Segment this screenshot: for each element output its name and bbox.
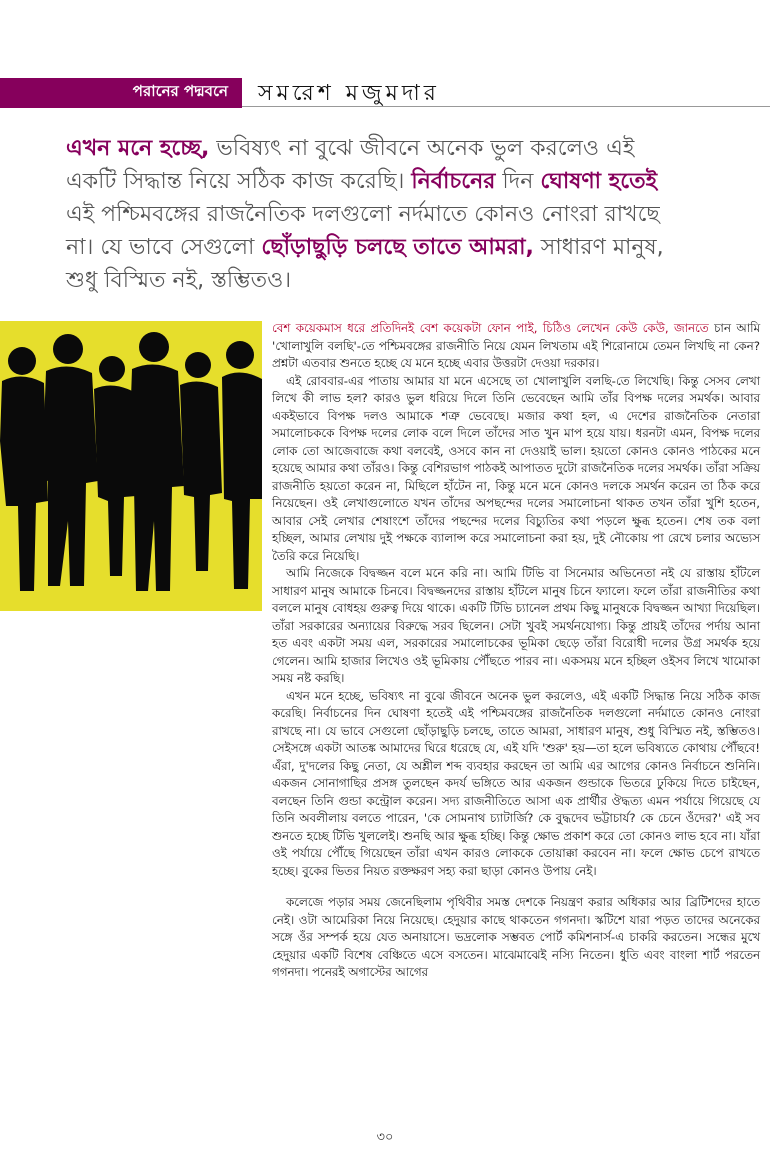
article-text: চান আমি 'খোলাখুলি বলছি'-তে পশ্চিমবঙ্গের রাজনীতি নিয়ে যেমন লিখতাম এই শিরোনামে তেমন লিখছি না কেন? প্রশ্নটা এতবার শুনতে হচ্ছে যে মনে হচ্ছে এবার উত্তরটা দেওয়া দরকার। bbox=[272, 321, 761, 370]
article-body bbox=[272, 320, 760, 982]
article-paragraph: এই রোববার-এর পাতায় আমার যা মনে এসেছে তা খোলাখুলি বলছি-তে লিখেছি। কিন্তু সেসব লেখা লিখে কী লাভ হল? কারও ভুল ধরিয়ে দিলে তিনি ভেবেছেন আমি তাঁর বিপক্ষ দলের সমর্থক। আবার একইভাবে বিপক্ষ দলও আমাকে শত্রু ভেবেছে। মজার কথা হল, এ দেশের রাজনৈতিক নেতারা সমালোচককে বিপক্ষ দলের লোক বলে দিলে তাঁদের সাত খুন মাপ হয়ে যায়। ধরনটা এমন, বিপক্ষ দলের লোক তো আজেবাজে কথা বলবেই, ওসবে কান না দেওয়াই ভাল। হয়তো কোনও কোনও পাঠকের মনে হয়েছে আমার কথা তাঁরও। কিন্তু বেশিরভাগ পাঠকই আপাতত দুটো রাজনৈতিক দলের সমর্থক। তাঁরা সক্রিয় রাজনীতি হয়তো করেন না, মিছিলে হাঁটেন না, কিন্তু মনে মনে কোনও দলকে সমর্থন করেন তা ঠিক করে নিয়েছেন। ওই লেখাগুলোতে যখন তাঁদের অপছন্দের দলের সমালোচনা থাকত তখন তাঁরা খুশি হতেন, আবার সেই লেখার শেষাংশে তাঁদের পছন্দের দলের বিচ্যুতির কথা পড়লে ক্ষুব্ধ হতেন। শেষ তক বলা হচ্ছিল, আমার লেখায় দুই পক্ষকে ব্যালান্স করে সমালোচনা করা হয়, দুই নৌকোয় পা রেখে চলার অভ্যেস তৈরি করে নিয়েছি। bbox=[272, 373, 760, 563]
pull-quote-highlight: নির্বাচনের bbox=[411, 169, 496, 194]
article-lead: বেশ কয়েকমাস ধরে প্রতিদিনই বেশ কয়েকটা ফোন পাই, চিঠিও লেখেন কেউ কেউ, জানতে bbox=[272, 321, 709, 335]
crowd-silhouette-photo bbox=[0, 321, 262, 611]
pull-quote-text: এই পশ্চিমবঙ্গের রাজনৈতিক দলগুলো নর্দমাতে কোনও নোংরা রাখছে না। যে ভাবে সেগুলো bbox=[66, 202, 660, 260]
page-number: ৩০ bbox=[376, 1130, 394, 1145]
pull-quote-text: ভবিষ্যৎ না বুঝে জীবনে অনেক ভুল করলেও এই একটি সিদ্ধান্ত নিয়ে সঠিক কাজ করেছি। bbox=[66, 136, 635, 194]
section-banner bbox=[0, 78, 242, 108]
pull-quote-highlight: এখন মনে হচ্ছে, bbox=[66, 136, 210, 161]
pull-quote-highlight: ঘোষণা হতেই bbox=[540, 169, 658, 194]
article-paragraph: এখন মনে হচ্ছে, ভবিষ্যৎ না বুঝে জীবনে অনেক ভুল করলেও, এই একটি সিদ্ধান্ত নিয়ে সঠিক কাজ করেছি। নির্বাচনের দিন ঘোষণা হতেই এই পশ্চিমবঙ্গের রাজনৈতিক দলগুলো নর্দমাতে কোনও নোংরা রাখছে না। যে ভাবে সেগুলো ছোঁড়াছুড়ি চলছে, তাতে আমরা, সাধারণ মানুষ, শুধু বিস্মিত নই, স্তম্ভিতও। সেইসঙ্গে একটা আতঙ্ক আমাদের ঘিরে ধরেছে যে, এই যদি 'শুরু' হয়—তা হলে ভবিষ্যতে কোথায় পৌঁছবে! এঁরা, দু'দলের কিছু নেতা, যে অশ্লীল শব্দ ব্যবহার করছেন তা আমি এর আগের কোনও নির্বাচনে শুনিনি। একজন সোনাগাছির প্রসঙ্গ তুলছেন কদর্য ভঙ্গিতে আর একজন গুন্ডাকে ভিতরে ঢুকিয়ে দিতে চাইছেন, বলছেন তিনি গুন্ডা কন্ট্রোল করেন। সদ্য রাজনীতিতে আসা এক প্রার্থীর ঔদ্ধত্য এমন পর্যায়ে গিয়েছে যে তিনি অবলীলায় বলতে পারেন, 'কে সোমনাথ চ্যাটার্জি? কে বুদ্ধদেব ভট্টাচার্য? কে চেনে ওঁদের?' এই সব শুনতে হচ্ছে টিভি খুললেই। শুনছি আর ক্ষুব্ধ হচ্ছি। কিন্তু ক্ষোভ প্রকাশ করে তো কোনও লাভ হবে না। যাঁরা ওই পর্যায়ে পৌঁছে গিয়েছেন তাঁরা এখন কারও লোককে তোয়াক্কা করবেন না। ফলে ক্ষোভ চেপে রাখতে হচ্ছে। বুকের ভিতর নিয়ত রক্তক্ষরণ সহ্য করা ছাড়া কোনও উপায় নেই। bbox=[272, 688, 760, 878]
pull-quote-text: দিন bbox=[495, 169, 541, 194]
author-name: সমরেশ মজুমদার bbox=[258, 81, 440, 106]
article-paragraph: আমি নিজেকে বিদ্বজ্জন বলে মনে করি না। আমি টিভি বা সিনেমার অভিনেতা নই যে রাস্তায় হাঁটলে সাধারণ মানুষ আমাকে চিনবে। বিদ্বজ্জনদের রাস্তায় হাঁটলে মানুষ চিনে ফ্যালে। ফলে তাঁরা রাজনীতির কথা বললে মানুষ বোধহয় গুরুত্ব দিয়ে থাকে। একটি টিভি চ্যানেল প্রথম কিছু মানুষকে বিদ্বজ্জন আখ্যা দিয়েছিল। তাঁরা সরকারের অন্যায়ের বিরুদ্ধে সরব ছিলেন। সেটা খুবই সমর্থনযোগ্য। কিন্তু প্রায়ই তাঁদের পর্দায় আনা হত এবং একটা সময় এল, সরকারের সমালোচকের ভূমিকা ছেড়ে তাঁরা বিরোধী দলের উগ্র সমর্থক হয়ে গেলেন। আমি হাজার লিখেও ওই ভূমিকায় পৌঁছতে পারব না। একসময় মনে হচ্ছিল ওইসব লিখে খামোকা সময় নষ্ট করছি। bbox=[272, 566, 760, 685]
pull-quote-highlight: ছোঁড়াছুড়ি চলছে তাতে আমরা, bbox=[261, 235, 534, 260]
pull-quote bbox=[66, 132, 686, 297]
article-paragraph bbox=[272, 320, 760, 373]
pull-quote-text: সাধারণ মানুষ, শুধু বিস্মিত নই, স্তম্ভিতও। bbox=[66, 235, 664, 293]
header-divider bbox=[242, 106, 770, 107]
article-paragraph: কলেজে পড়ার সময় জেনেছিলাম পৃথিবীর সমস্ত দেশকে নিয়ন্ত্রণ করার অধিকার আর ব্রিটিশদের হাতে নেই। ওটা আমেরিকা নিয়ে নিয়েছে। হেদুয়ার কাছে থাকতেন গগনদা। স্কটিশে যারা পড়ত তাদের অনেকের সঙ্গে ওঁর সম্পর্ক হয়ে যেত অনায়াসে। ভদ্রলোক সম্ভবত পোর্ট কমিশনার্স-এ চাকরি করতেন। সন্ধের মুখে হেদুয়ার একটি বিশেষ বেঞ্চিতে এসে বসতেন। মাঝেমাঝেই নস্যি নিতেন। ধুতি এবং বাংলা শার্ট পরতেন গগনদা। পনেরই অগাস্টের আগের bbox=[272, 895, 760, 979]
section-title: পরানের পদ্মবনে bbox=[132, 82, 228, 100]
crowd-silhouette-icon bbox=[0, 321, 262, 611]
